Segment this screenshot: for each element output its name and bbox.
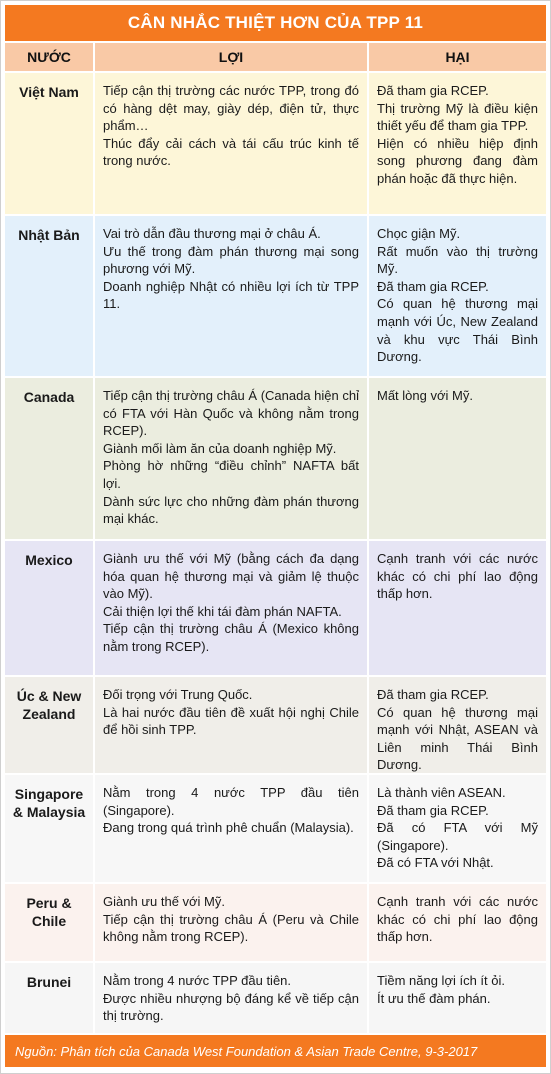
cons-item: Đã có FTA với Nhật. [377,855,494,871]
table-row [5,775,546,882]
pros-item: Tiếp cận thị trường châu Á (Peru và Chile không nằm trong RCEP). [103,911,359,945]
pros-cell [95,378,367,539]
pros-item: Giành ưu thế với Mỹ. [103,894,225,909]
country-cell: Peru & Chile [5,884,93,961]
country-cell: Canada [5,378,93,539]
table-row [5,73,546,214]
cons-item: Là thành viên ASEAN. [377,785,506,800]
pros-cell [95,677,367,773]
country-cell: Việt Nam [5,73,93,214]
pros-item: Cải thiện lợi thế khi tái đàm phán NAFTA. [103,603,342,619]
cons-cell [369,884,546,961]
pros-item: Phòng hờ những “điều chỉnh” NAFTA bất lợi. [103,458,359,491]
table-row [5,541,546,675]
cons-item: Chọc giận Mỹ. [377,226,461,241]
cons-cell [369,216,546,376]
cons-item: Có quan hệ thương mại mạnh với Nhật, ASEAN và Liên minh Thái Bình Dương. [377,704,538,773]
cons-item: Đã tham gia RCEP. [377,687,489,702]
source-note: Nguồn: Phân tích của Canada West Foundation & Asian Trade Centre, 9-3-2017 [5,1035,546,1067]
pros-cell [95,963,367,1033]
table-row [5,677,546,773]
pros-item: Tiếp cận thị trường châu Á (Canada hiện chỉ có FTA với Hàn Quốc và không nằm trong RCEP). [103,388,359,439]
pros-item: Doanh nghiệp Nhật có nhiều lợi ích từ TPP 11. [103,278,359,312]
cons-item: Mất lòng với Mỹ. [377,388,473,403]
country-cell: Úc & New Zealand [5,677,93,773]
cons-item: Đã tham gia RCEP. [377,278,489,294]
pros-item: Thúc đẩy cải cách và tái cấu trúc kinh tế trong nước. [103,135,359,169]
page-title: CÂN NHẮC THIỆT HƠN CỦA TPP 11 [5,5,546,41]
country-cell: Singapore & Malaysia [5,775,93,882]
header-country: NƯỚC [5,43,93,71]
cons-cell [369,677,546,773]
cons-item: Cạnh tranh với các nước khác có chi phí lao động thấp hơn. [377,551,538,602]
pros-item: Tiếp cận thị trường các nước TPP, trong đó có hàng dệt may, giày dép, điện tử, thực phẩm… [103,83,359,134]
pros-item: Vai trò dẫn đầu thương mại ở châu Á. [103,226,321,241]
cons-cell [369,775,546,882]
pros-item: Tiếp cận thị trường châu Á (Mexico không nằm trong RCEP). [103,621,359,654]
cons-item: Ít ưu thế đàm phán. [377,990,491,1006]
table-row [5,963,546,1033]
pros-cell [95,884,367,961]
pros-cell [95,775,367,882]
pros-item: Giành mối làm ăn của doanh nghiệp Mỹ. [103,440,337,456]
cons-item: Tiềm năng lợi ích ít ỏi. [377,973,505,988]
pros-cell [95,73,367,214]
pros-item: Ưu thế trong đàm phán thương mại song phương với Mỹ. [103,243,359,277]
table-row [5,378,546,539]
table-row [5,884,546,961]
pros-item: Nằm trong 4 nước TPP đầu tiên. [103,973,292,988]
cons-item: Hiện có nhiều hiệp định song phương đang đàm phán hoặc đã thực hiện. [377,135,538,186]
cons-cell [369,963,546,1033]
country-cell: Nhật Bản [5,216,93,376]
cons-cell [369,378,546,539]
cons-item: Có quan hệ thương mại mạnh với Úc, New Zealand và khu vực Thái Bình Dương. [377,296,538,365]
cons-cell [369,541,546,675]
pros-item: Là hai nước đầu tiên đề xuất hội nghị Chile để hồi sinh TPP. [103,704,359,738]
cons-item: Đã tham gia RCEP. [377,802,489,818]
cons-item: Cạnh tranh với các nước khác có chi phí lao động thấp hơn. [377,894,538,945]
pros-item: Nằm trong 4 nước TPP đầu tiên (Singapore). [103,785,359,818]
pros-item: Đối trọng với Trung Quốc. [103,687,253,702]
cons-item: Đã tham gia RCEP. [377,83,489,98]
header-cons: HẠI [369,43,546,71]
cons-item: Rất muốn vào thị trường Mỹ. [377,243,538,277]
pros-item: Giành ưu thế với Mỹ (bằng cách đa dạng hóa quan hệ thương mại và giảm lệ thuộc vào Mỹ). [103,551,359,602]
cons-item: Đã có FTA với Mỹ (Singapore). [377,820,538,853]
country-cell: Mexico [5,541,93,675]
table-row [5,216,546,376]
pros-item: Được nhiều nhượng bộ đáng kể về tiếp cận thị trường. [103,990,359,1024]
cons-item: Thị trường Mỹ là điều kiện thiết yếu để tham gia TPP. [377,100,538,134]
header-pros: LỢI [95,43,367,71]
pros-item: Đang trong quá trình phê chuẩn (Malaysia). [103,820,354,836]
pros-item: Dành sức lực cho những đàm phán thương mại khác. [103,493,359,527]
cons-cell [369,73,546,214]
country-cell: Brunei [5,963,93,1033]
pros-cell [95,216,367,376]
pros-cell [95,541,367,675]
